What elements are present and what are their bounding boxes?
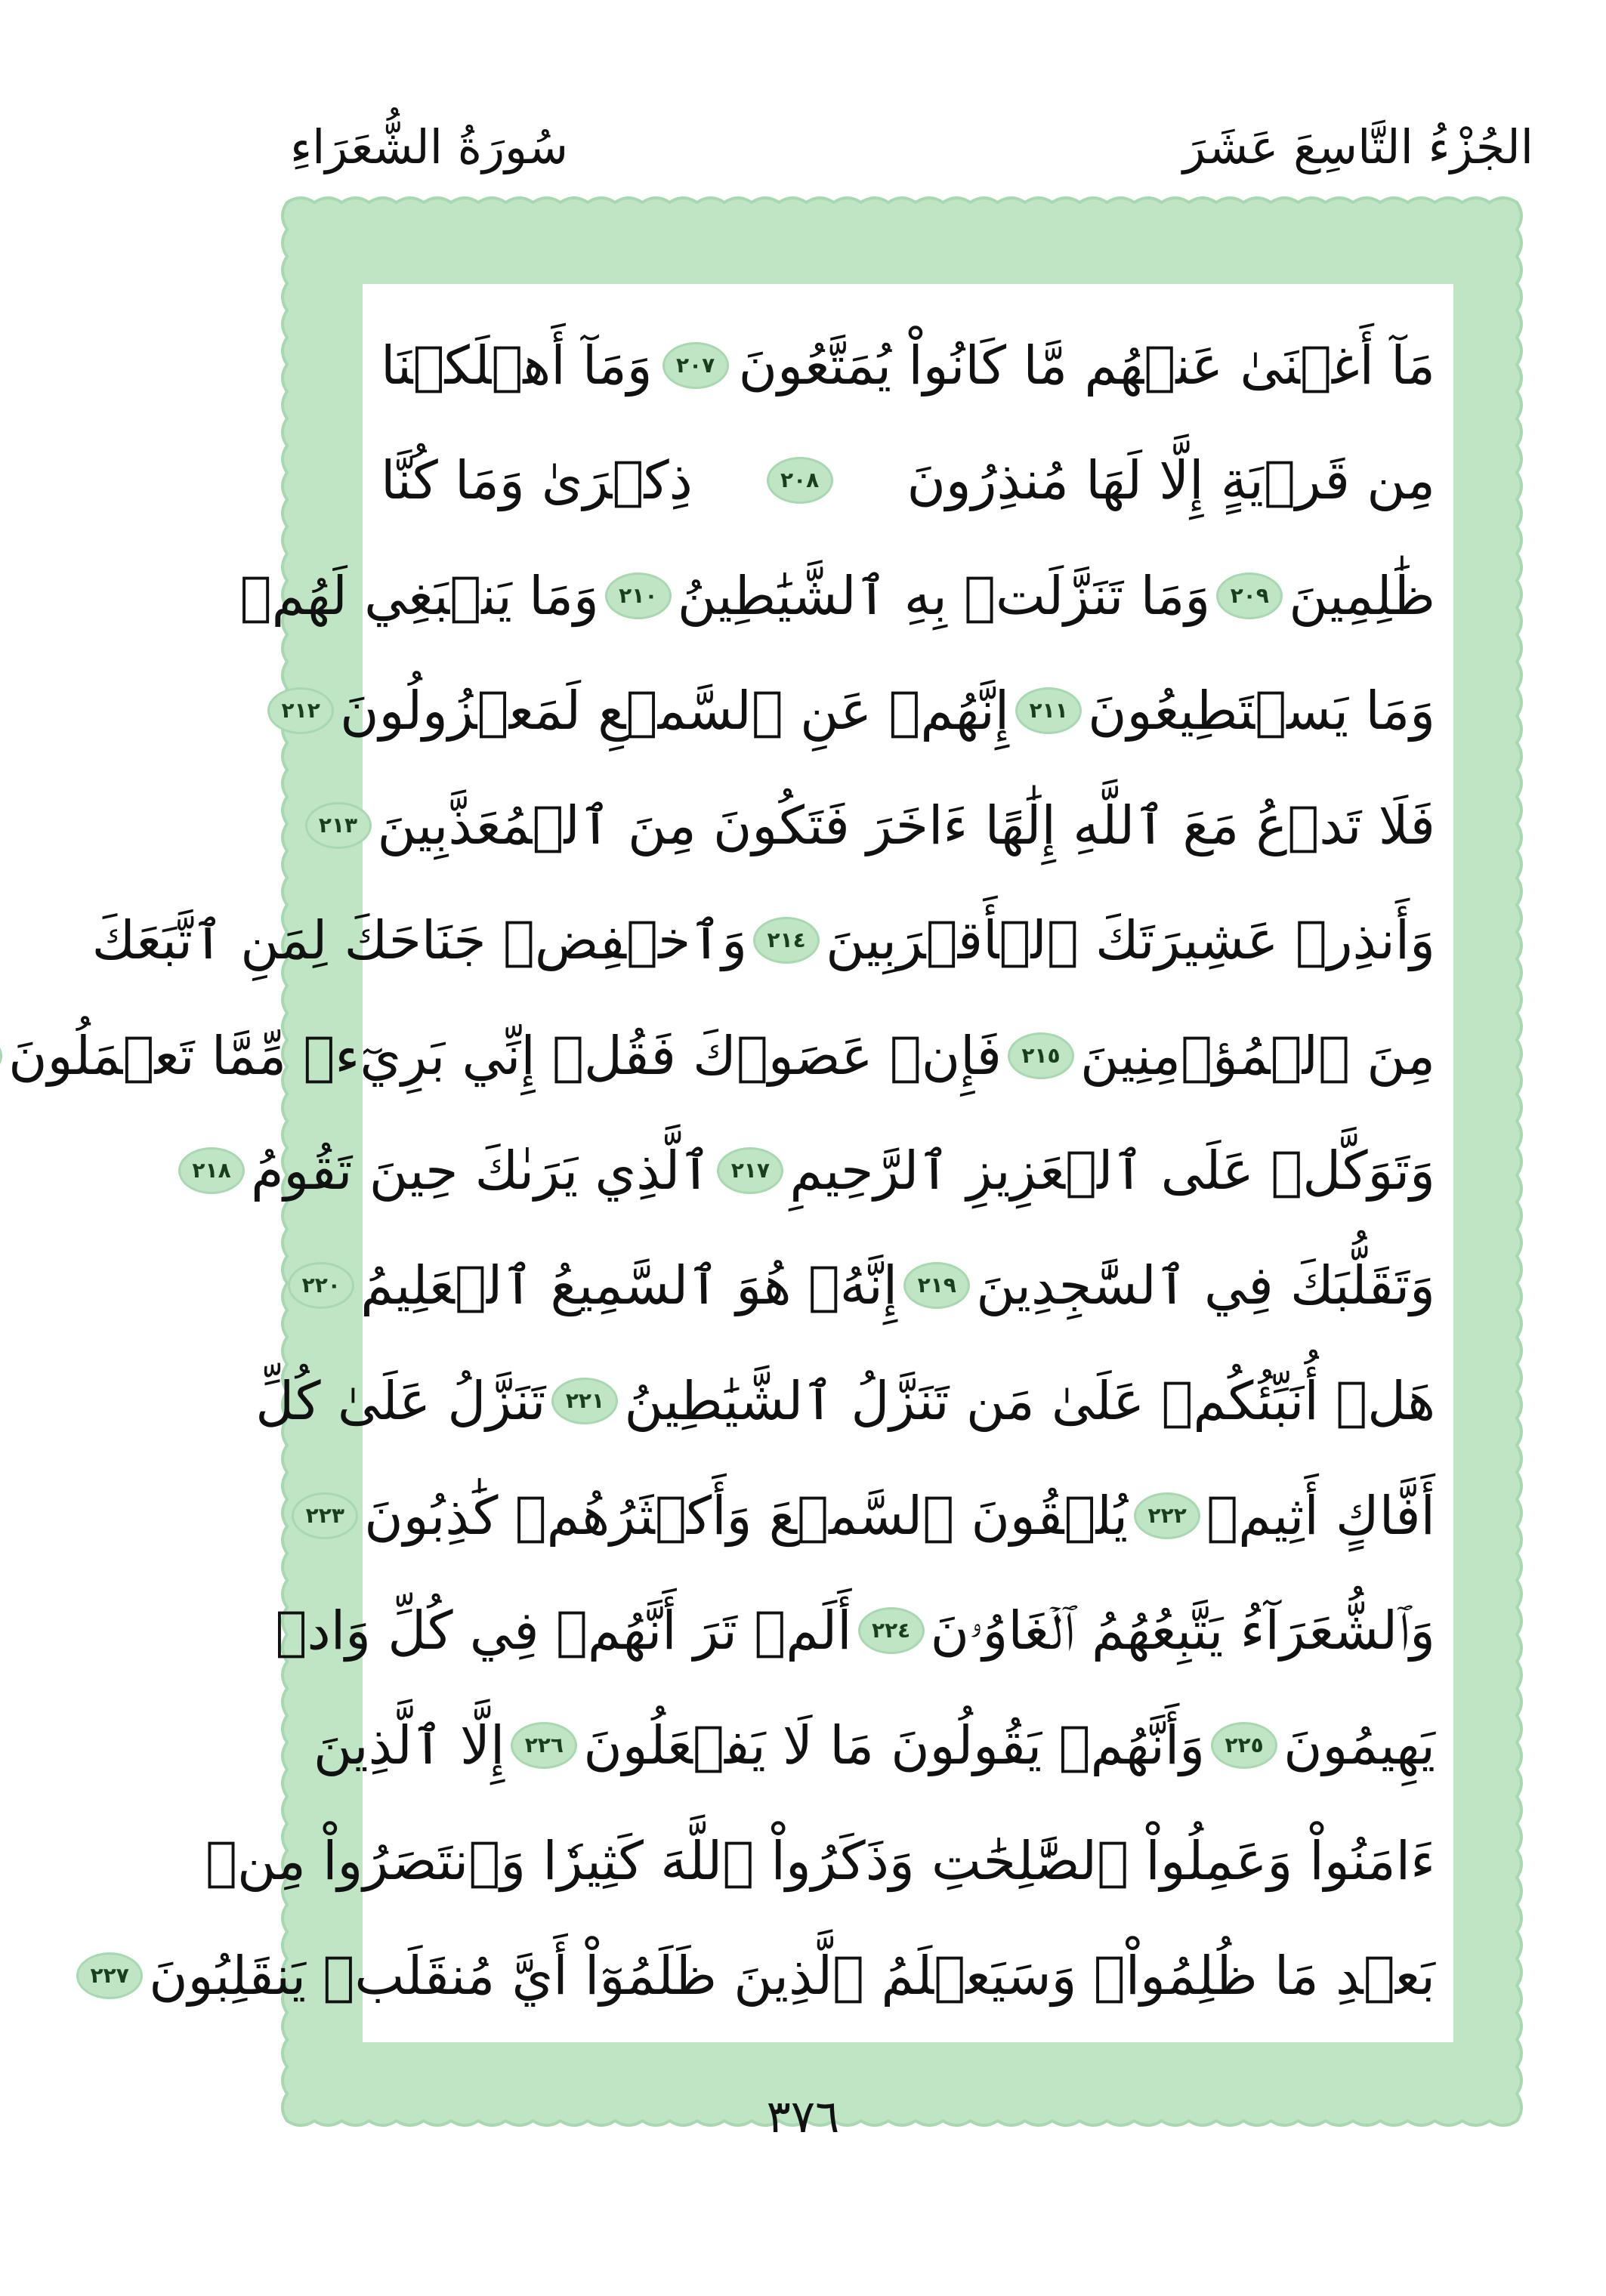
- ayah-number-marker: ٢١٤: [753, 917, 820, 964]
- ayah-number-marker: ٢٠٩: [1216, 572, 1283, 619]
- ayah-number-marker: ٢٢٧: [76, 1952, 143, 1999]
- verse-line: [301, 1228, 1435, 1343]
- ayah-number-marker: ٢٢٦: [511, 1722, 577, 1769]
- ayah-number-marker: ٢٠٨: [767, 457, 833, 504]
- verse-line: [91, 883, 1435, 998]
- ayah-number-marker: ٢٢٢: [1134, 1492, 1200, 1539]
- verse-text: هَلۡ أُنَبِّئُكُمۡ عَلَىٰ مَن تَنَزَّلُ ٱلشَّيَٰطِينُ: [624, 1369, 1435, 1432]
- ayah-number-marker: ٢١٥: [1008, 1032, 1074, 1079]
- ayah-number-marker: ٢١٧: [717, 1147, 783, 1194]
- ayah-number-marker: ٢٢٥: [1211, 1722, 1277, 1769]
- verse-line: [8, 998, 1435, 1113]
- verse-text: وَتَوَكَّلۡ عَلَى ٱلۡعَزِيزِ ٱلرَّحِيمِ: [789, 1139, 1435, 1202]
- verse-text: إِنَّهُۥ هُوَ ٱلسَّمِيعُ ٱلۡعَلِيمُ: [360, 1254, 898, 1317]
- verse-line: [90, 1918, 1435, 2033]
- juz-title: الجُزْءُ التَّاسِعَ عَشَرَ: [1182, 119, 1533, 174]
- verse-text: فَإِنۡ عَصَوۡكَ فَقُلۡ إِنِّي بَرِيٓءٞ مِّمَّا تَعۡمَلُونَ: [8, 1024, 1002, 1087]
- verse-text: ظَٰلِمِينَ: [1289, 564, 1435, 627]
- verse-text: مَآ أَغۡنَىٰ عَنۡهُم مَّا كَانُواْ يُمَتَّعُونَ: [738, 335, 1435, 397]
- verse-text: وَٱخۡفِضۡ جَنَاحَكَ لِمَنِ ٱتَّبَعَكَ: [91, 909, 748, 972]
- ayah-number-marker: ٢١٠: [605, 572, 672, 619]
- verse-line: [381, 423, 1435, 538]
- ayah-number-marker: ٢١١: [1015, 687, 1082, 734]
- verse-text: وَأَنذِرۡ عَشِيرَتَكَ ٱلۡأَقۡرَبِينَ: [826, 909, 1435, 972]
- verse-text: ٱلَّذِي يَرَىٰكَ حِينَ تَقُومُ: [251, 1139, 712, 1202]
- verse-line: [281, 653, 1435, 768]
- verse-line: [381, 308, 1435, 423]
- ayah-number-marker: ٢١٣: [305, 802, 372, 849]
- verse-text: ذِكۡرَىٰ وَمَا كُنَّا: [381, 449, 693, 512]
- verse-text: تَنَزَّلُ عَلَىٰ كُلِّ: [255, 1369, 546, 1432]
- verse-line: [275, 1573, 1435, 1688]
- verse-text: مِن قَرۡيَةٍ إِلَّا لَهَا مُنذِرُونَ: [906, 449, 1435, 512]
- verse-line: [205, 1803, 1435, 1918]
- verse-text: وَمَآ أَهۡلَكۡنَا: [381, 335, 653, 397]
- verse-text: وَٱلشُّعَرَآءُ يَتَّبِعُهُمُ ٱلۡغَاوُۥنَ: [930, 1600, 1435, 1662]
- surah-title: سُورَةُ الشُّعَرَاءِ: [290, 119, 569, 174]
- verse-text: فَلَا تَدۡعُ مَعَ ٱللَّهِ إِلَٰهًا ءَاخَرَ فَتَكُونَ مِنَ ٱلۡمُعَذَّبِينَ: [377, 795, 1435, 857]
- verse-line: [255, 1343, 1435, 1458]
- verse-text: مِنَ ٱلۡمُؤۡمِنِينَ: [1079, 1024, 1435, 1087]
- ayah-number-marker: ٢١٨: [178, 1147, 245, 1194]
- ayah-number-marker: ٢١٩: [903, 1262, 970, 1309]
- verse-text: يُلۡقُونَ ٱلسَّمۡعَ وَأَكۡثَرُهُمۡ كَٰذِبُونَ: [364, 1484, 1129, 1547]
- verse-text: وَمَا تَنَزَّلَتۡ بِهِ ٱلشَّيَٰطِينُ: [677, 564, 1211, 627]
- verse-line: [239, 539, 1435, 653]
- ayah-number-marker: ٢٠٧: [662, 342, 729, 389]
- verse-line: [318, 768, 1435, 883]
- ayah-number-marker: ٢٢٣: [292, 1492, 358, 1539]
- verse-line: [192, 1113, 1435, 1228]
- verse-text: بَعۡدِ مَا ظُلِمُواْۗ وَسَيَعۡلَمُ ٱلَّذِينَ ظَلَمُوٓاْ أَيَّ مُنقَلَبٖ يَنقَلِبُونَ: [149, 1944, 1435, 2007]
- verse-text: ءَامَنُواْ وَعَمِلُواْ ٱلصَّٰلِحَٰتِ وَذَكَرُواْ ٱللَّهَ كَثِيرٗا وَٱنتَصَرُواْ مِنۢ: [205, 1829, 1435, 1892]
- verse-text: إِنَّهُمۡ عَنِ ٱلسَّمۡعِ لَمَعۡزُولُونَ: [340, 679, 1010, 742]
- quran-text-area: [8, 308, 1453, 2033]
- verse-text: إِلَّا ٱلَّذِينَ: [313, 1714, 505, 1777]
- verse-line: [313, 1688, 1435, 1803]
- page-number: ٣٧٦: [766, 2091, 840, 2143]
- verse-text: وَأَنَّهُمۡ يَقُولُونَ مَا لَا يَفۡعَلُونَ: [583, 1714, 1206, 1777]
- ayah-number-marker: ٢٢٤: [858, 1607, 925, 1654]
- ayah-number-marker: ٢٢١: [551, 1378, 618, 1424]
- verse-text: أَلَمۡ تَرَ أَنَّهُمۡ فِي كُلِّ وَادٖ: [275, 1600, 852, 1662]
- verse-line: [305, 1458, 1435, 1573]
- verse-text: وَمَا يَنۢبَغِي لَهُمۡ: [239, 564, 599, 627]
- verse-text: يَهِيمُونَ: [1283, 1714, 1435, 1777]
- ayah-number-marker: ٢١٢: [267, 687, 334, 734]
- verse-text: وَتَقَلُّبَكَ فِي ٱلسَّٰجِدِينَ: [976, 1254, 1435, 1317]
- verse-text: وَمَا يَسۡتَطِيعُونَ: [1088, 679, 1435, 742]
- ayah-number-marker: ٢٢٠: [288, 1262, 354, 1309]
- verse-text: أَفَّاكٍ أَثِيمٖ: [1206, 1484, 1435, 1547]
